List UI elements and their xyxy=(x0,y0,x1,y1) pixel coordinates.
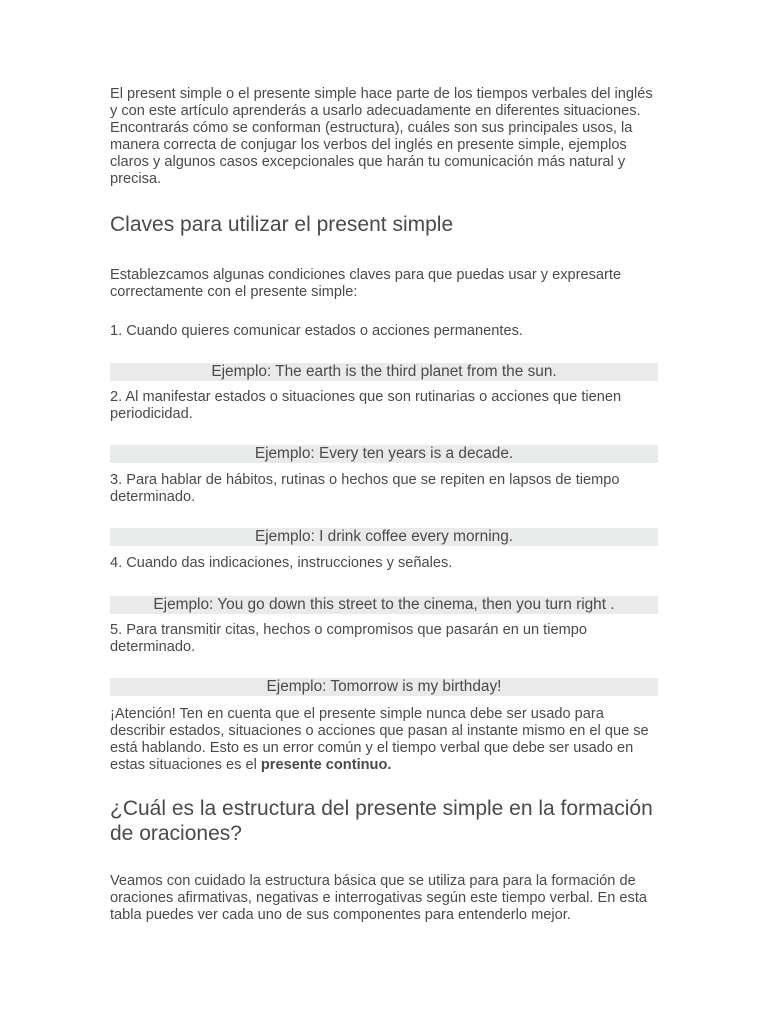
list-item: 2. Al manifestar estados o situaciones que son rutinarias o acciones que tienen periodicidad. xyxy=(110,389,622,422)
list-item: 5. Para transmitir citas, hechos o compromisos que pasarán en un tiempo determinado. xyxy=(110,622,587,655)
intro-paragraph: El present simple o el presente simple hace parte de los tiempos verbales del inglés y con este artículo aprenderás a usarlo adecuadamente en diferentes situaciones. Encontrarás cómo se conforman (estructura), cuáles son sus principales usos, la manera correcta de conjugar los verbos del inglés en presente simple, ejemplos claros y algunos casos excepcionales que harán tu comunicación más natural y precisa. xyxy=(110,86,653,187)
list-item: 4. Cuando das indicaciones, instrucciones y señales. xyxy=(110,555,453,571)
conditions-intro-paragraph: Establezcamos algunas condiciones claves para que puedas usar y expresarte correctamente con el presente simple: xyxy=(110,267,622,300)
section-heading-claves: Claves para utilizar el present simple xyxy=(110,213,454,236)
example-box: Ejemplo: Every ten years is a decade. xyxy=(110,445,658,463)
example-box: Ejemplo: The earth is the third planet from the sun. xyxy=(110,363,658,381)
attention-bold-term: presente continuo. xyxy=(260,757,392,773)
attention-paragraph xyxy=(110,706,658,774)
structure-intro-paragraph: Veamos con cuidado la estructura básica que se utiliza para para la formación de oraciones afirmativas, negativas e interrogativas según este tiempo verbal. En esta tabla puedes ver cada uno de sus componentes para entenderlo mejor. xyxy=(110,873,648,923)
attention-text: ¡Atención! Ten en cuenta que el presente simple nunca debe ser usado para describir estados, situaciones o acciones que pasan al instante mismo en el que se está hablando. Esto es un error común y el tiempo verbal que debe ser usado en estas situaciones es el xyxy=(110,706,649,773)
list-item: 1. Cuando quieres comunicar estados o acciones permanentes. xyxy=(110,323,523,339)
example-box: Ejemplo: You go down this street to the cinema, then you turn right . xyxy=(110,596,658,614)
document-body xyxy=(110,86,658,924)
section-heading-estructura: ¿Cuál es la estructura del presente simple en la formación de oraciones? xyxy=(110,797,653,845)
example-box: Ejemplo: I drink coffee every morning. xyxy=(110,528,658,546)
list-item: 3. Para hablar de hábitos, rutinas o hechos que se repiten en lapsos de tiempo determinado. xyxy=(110,472,620,505)
example-box: Ejemplo: Tomorrow is my birthday! xyxy=(110,678,658,696)
